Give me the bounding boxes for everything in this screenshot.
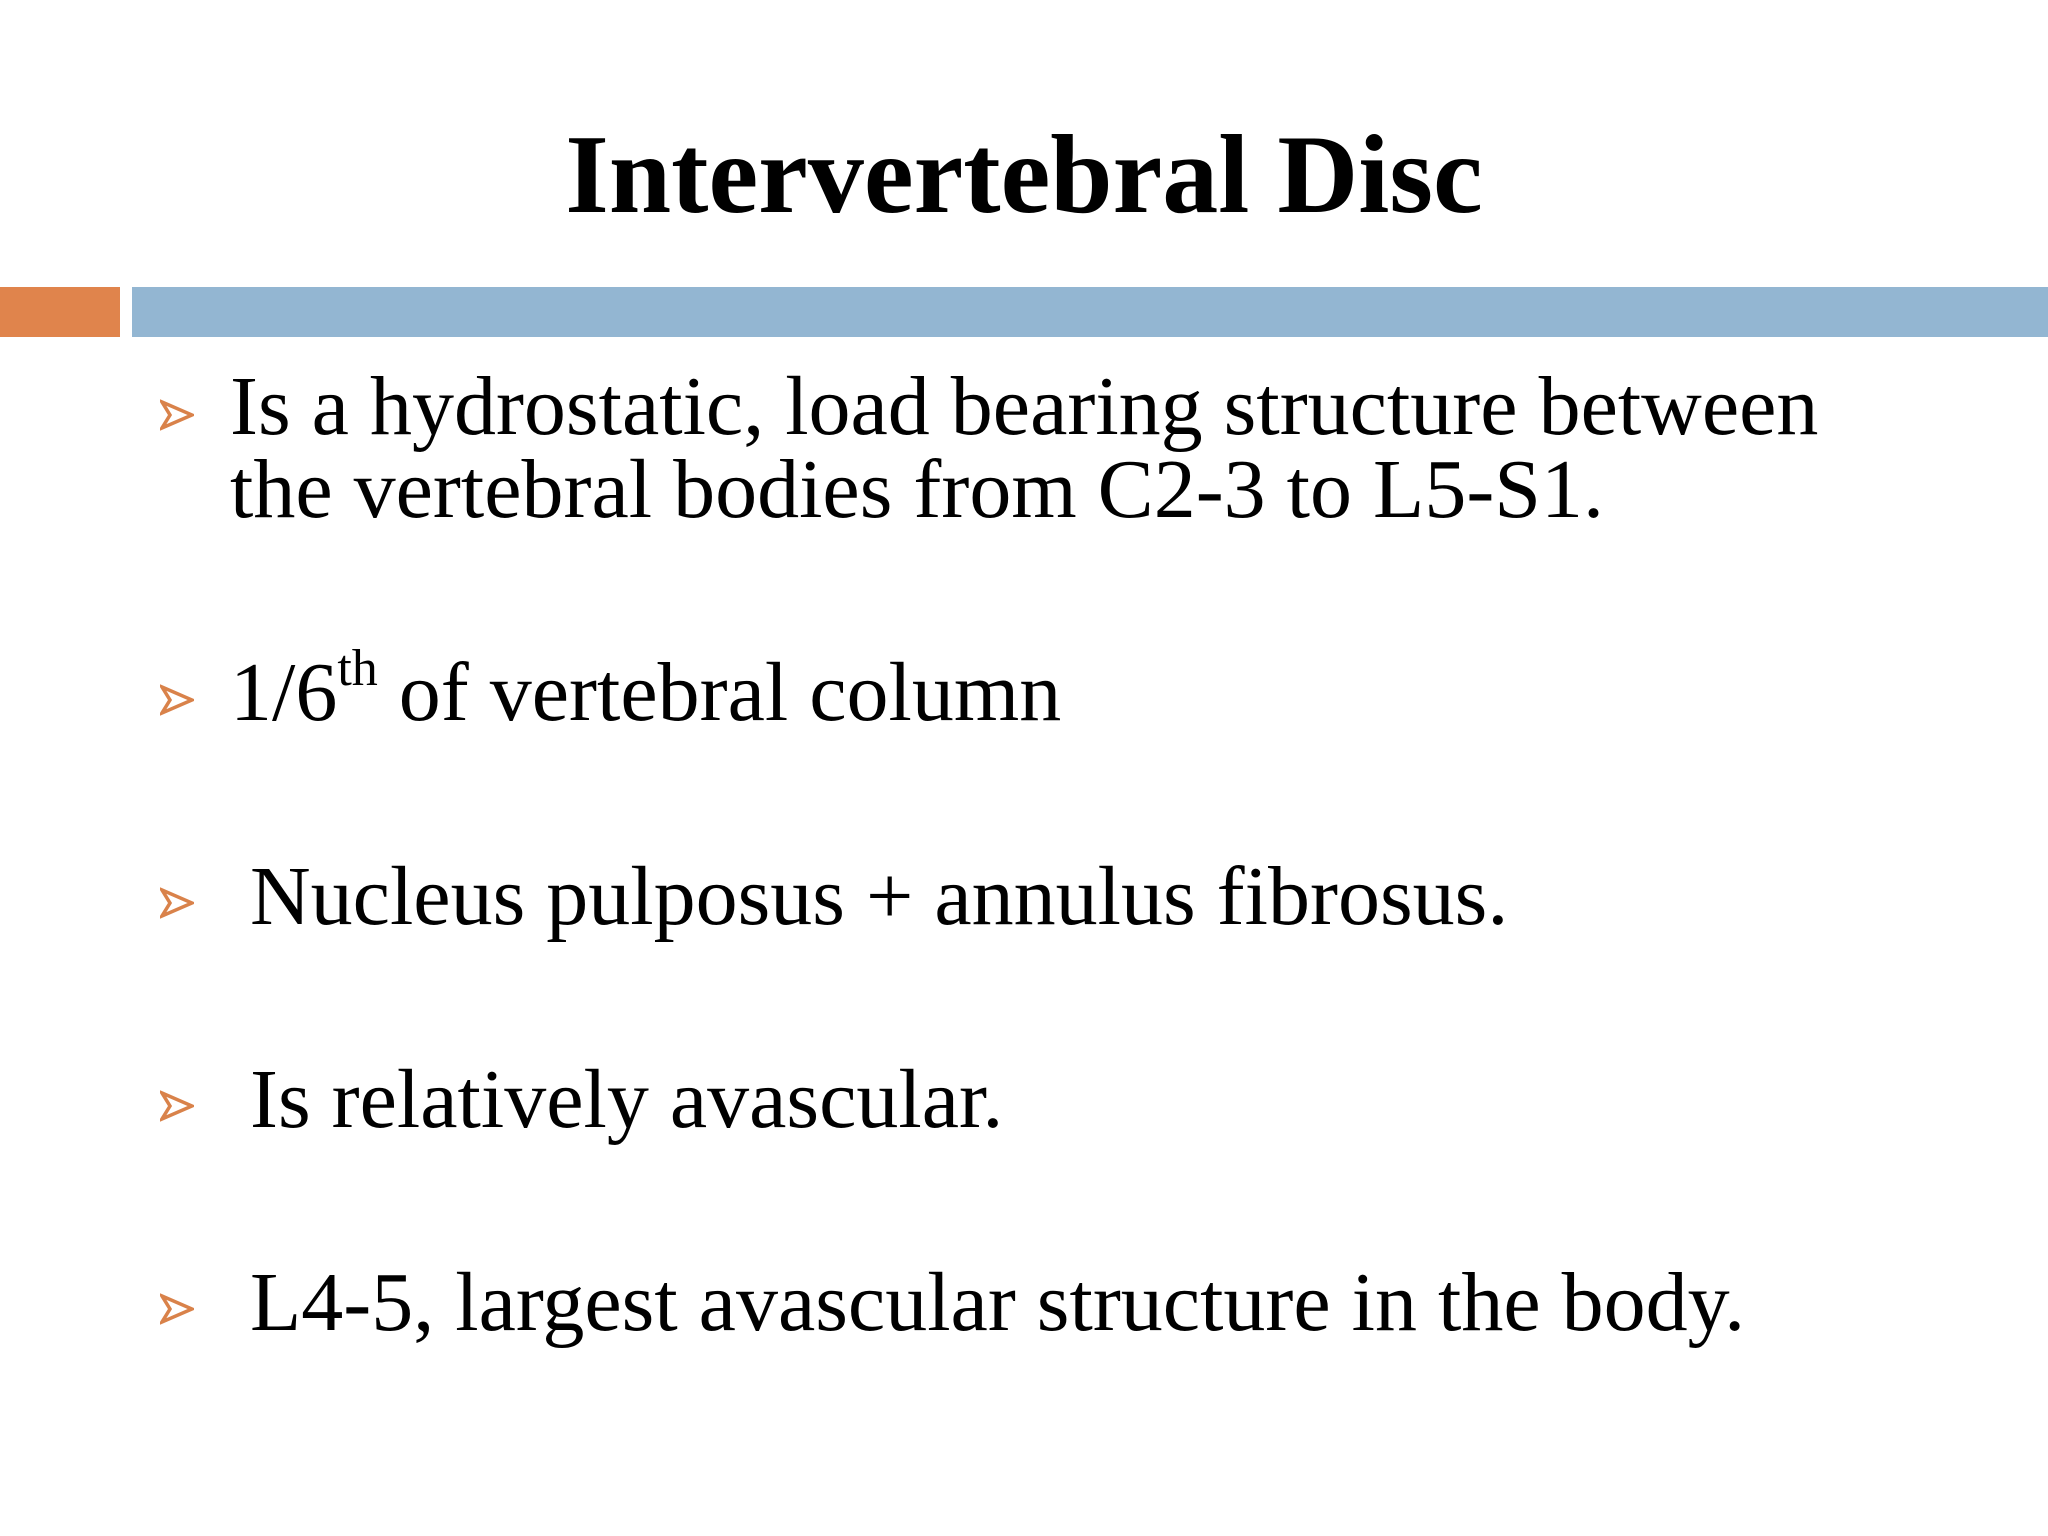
bullet-text: Nucleus pulposus + annulus fibrosus. xyxy=(250,850,1509,943)
superscript-text: th xyxy=(337,640,378,697)
bullet-text xyxy=(230,640,1062,739)
arrowhead-bullet-icon xyxy=(160,886,194,920)
bullet-text: L4-5, largest avascular structure in the body. xyxy=(250,1256,1746,1349)
arrowhead-bullet-icon xyxy=(160,1292,194,1326)
bullet-text-line: the vertebral bodies from C2-3 to L5-S1. xyxy=(230,443,1605,536)
bullet-text-line: Is a hydrostatic, load bearing structure between xyxy=(230,360,1819,453)
arrowhead-bullet-icon xyxy=(160,683,194,717)
arrowhead-bullet-icon xyxy=(160,398,194,432)
bullet-text: Is relatively avascular. xyxy=(250,1053,1004,1146)
fraction-text: 1/6 xyxy=(230,646,338,739)
bullet-text-suffix: of vertebral column xyxy=(377,646,1062,739)
arrowhead-bullet-icon xyxy=(160,1089,194,1123)
slide-title: Intervertebral Disc xyxy=(565,113,1483,237)
